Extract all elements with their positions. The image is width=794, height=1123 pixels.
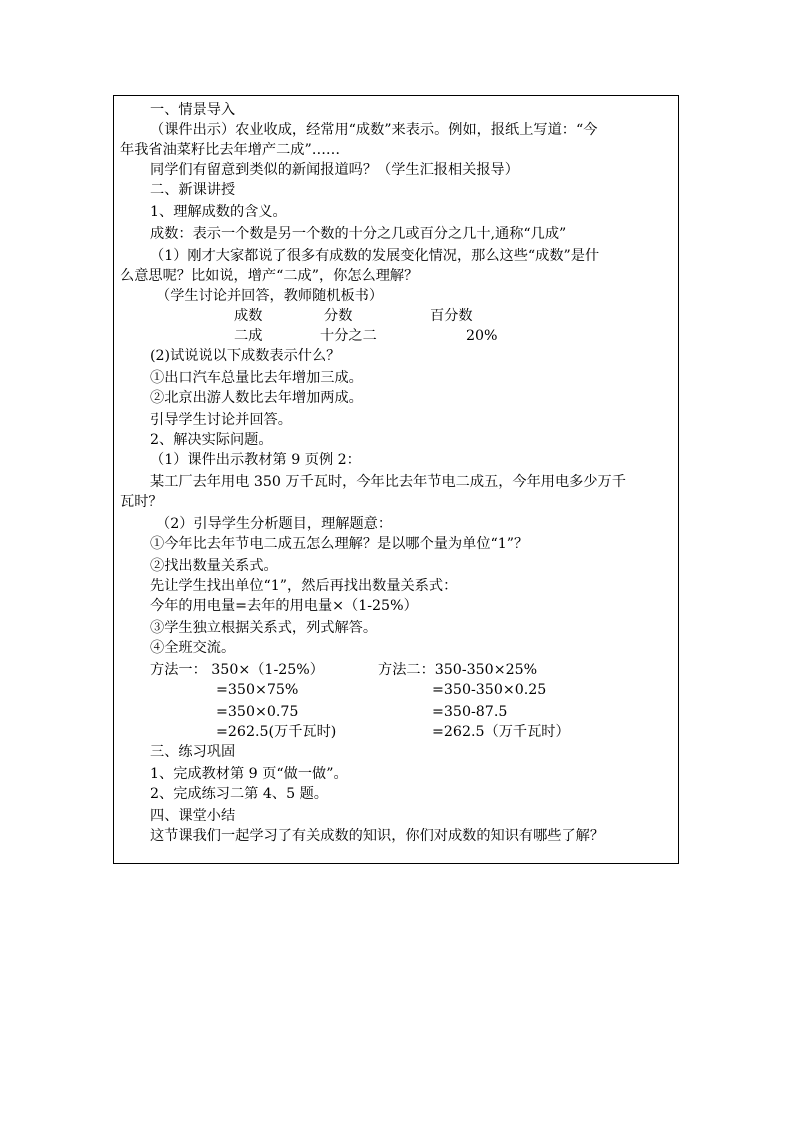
text-line: ②北京出游人数比去年增加两成。: [150, 390, 363, 406]
method1-line: =350×75%: [216, 682, 299, 698]
method1-line: 方法一： 350×（1-25%）: [150, 662, 324, 678]
text-line: (2)试说说以下成数表示什么？: [150, 348, 341, 364]
text-line: （2）引导学生分析题目，理解题意：: [156, 516, 393, 532]
text-line: （1）课件出示教材第 9 页例 2：: [150, 452, 361, 468]
method2-line: =350-87.5: [432, 704, 508, 720]
text-line: 成数：表示一个数是另一个数的十分之几或百分之几十,通称“几成”: [150, 226, 567, 242]
text-line: ③学生独立根据关系式，列式解答。: [150, 620, 378, 636]
text-line: （1）刚才大家都说了很多有成数的发展变化情况，那么这些“成数”是什: [150, 248, 600, 264]
text-line: （课件出示）农业收成，经常用“成数”来表示。例如，报纸上写道：“今: [150, 122, 598, 138]
text-line: 同学们有留意到类似的新闻报道吗？（学生汇报相关报导）: [150, 162, 519, 178]
method1-line: =262.5(万千瓦时): [216, 724, 337, 740]
text-line: 2、完成练习二第 4、5 题。: [150, 786, 328, 802]
section-heading: 二、新课讲授: [150, 182, 236, 198]
section-heading: 一、情景导入: [150, 102, 236, 118]
method2-line: =262.5（万千瓦时）: [432, 724, 570, 740]
text-line: 瓦时？: [120, 494, 163, 510]
method2-line: 方法二：350-350×25%: [378, 662, 538, 678]
board-cell-3: 20%: [466, 328, 498, 344]
board-head-3: 百分数: [430, 308, 473, 324]
text-line: 1、完成教材第 9 页“做一做”。: [150, 766, 348, 782]
text-line: 先让学生找出单位“1”，然后再找出数量关系式：: [150, 578, 458, 594]
method1-line: =350×0.75: [216, 704, 299, 720]
text-line: ①出口汽车总量比去年增加三成。: [150, 370, 363, 386]
text-line: 这节课我们一起学习了有关成数的知识，你们对成数的知识有哪些了解？: [150, 828, 605, 844]
text-line: ②找出数量关系式。: [150, 558, 278, 574]
method2-line: =350-350×0.25: [432, 682, 547, 698]
section-heading: 四、课堂小结: [150, 808, 236, 824]
text-line: ①今年比去年节电二成五怎么理解？是以哪个量为单位“1”？: [150, 536, 529, 552]
board-head-1: 成数: [234, 308, 263, 324]
section-heading: 三、练习巩固: [150, 744, 236, 760]
text-line: ④全班交流。: [150, 640, 236, 656]
board-head-2: 分数: [324, 308, 353, 324]
text-line: 么意思呢？比如说，增产“二成”，你怎么理解？: [120, 268, 419, 284]
text-line: 1、理解成数的含义。: [150, 204, 287, 220]
text-line: 年我省油菜籽比去年增产二成”……: [120, 142, 341, 158]
text-line: （学生讨论并回答，教师随机板书）: [156, 288, 384, 304]
text-line: 引导学生讨论并回答。: [150, 412, 292, 428]
lesson-plan-box: [113, 95, 679, 864]
text-line: 某工厂去年用电 350 万千瓦时，今年比去年节电二成五，今年用电多少万千: [150, 474, 626, 490]
text-line: 今年的用电量=去年的用电量×（1-25%）: [150, 598, 418, 614]
text-line: 2、解决实际问题。: [150, 432, 273, 448]
board-cell-2: 十分之二: [320, 328, 377, 344]
board-cell-1: 二成: [234, 328, 263, 344]
